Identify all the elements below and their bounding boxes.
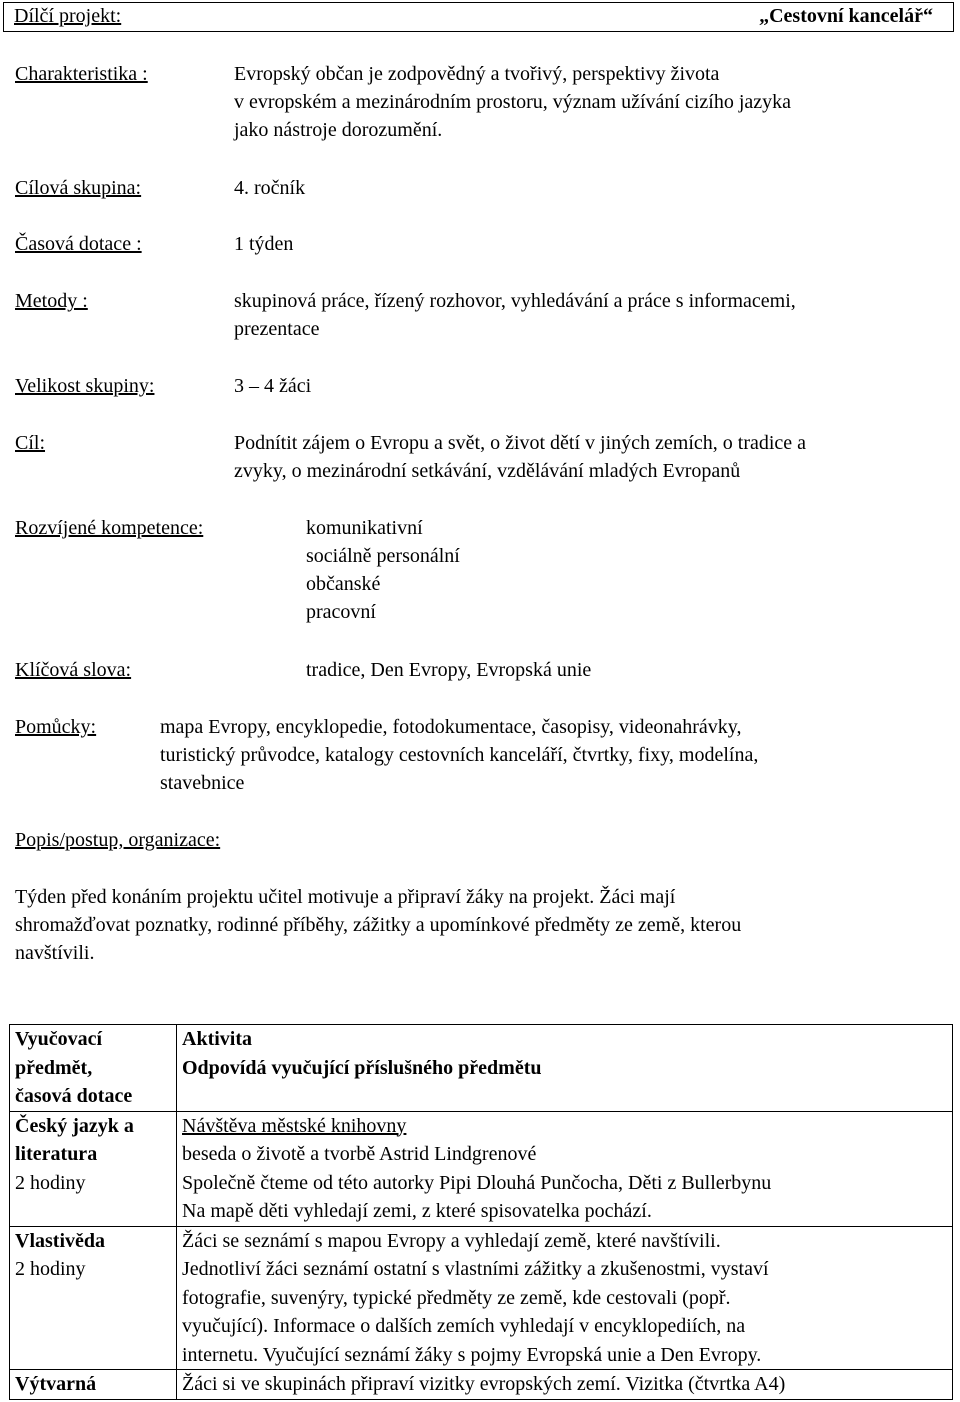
activity-line: Návštěva městské knihovny <box>182 1114 407 1137</box>
project-label: Dílčí projekt: <box>14 5 122 27</box>
kompetence-item: sociálně personální <box>306 545 460 567</box>
kompetence-label: Rozvíjené kompetence: <box>15 517 204 539</box>
cilova-skupina-value: 4. ročník <box>234 177 306 199</box>
subject-name: Vlastivěda <box>15 1229 105 1252</box>
kompetence-item: pracovní <box>306 601 376 623</box>
popis-line: shromažďovat poznatky, rodinné příběhy, zážitky a upomínkové předměty ze země, kterou <box>15 914 742 936</box>
cil-value <box>234 429 806 485</box>
kompetence-list <box>306 514 460 626</box>
metody-line: skupinová práce, řízený rozhovor, vyhledávání a práce s informacemi, <box>234 290 796 312</box>
table-row <box>10 1111 953 1226</box>
metody-line: prezentace <box>234 318 320 340</box>
subject-name: Výtvarná <box>15 1373 97 1395</box>
activity-cell <box>177 1370 953 1400</box>
subject-cell <box>10 1111 177 1226</box>
velikost-skupiny-label: Velikost skupiny: <box>15 375 155 397</box>
table-header-row <box>10 1025 953 1112</box>
casova-dotace-value: 1 týden <box>234 233 294 255</box>
metody-label: Metody : <box>15 290 88 312</box>
activity-line: fotografie, suvenýry, typické předměty ze země, kde cestovali (popř. <box>182 1286 731 1309</box>
subject-header-line: Vyučovací <box>15 1028 103 1050</box>
charakteristika-label: Charakteristika : <box>15 63 148 85</box>
activity-line: Žáci si ve skupinách připraví vizitky evropských zemí. Vizitka (čtvrtka A4) <box>182 1373 786 1395</box>
popis-label: Popis/postup, organizace: <box>15 829 221 851</box>
activity-header-subtitle: Odpovídá vyučující příslušného předmětu <box>182 1056 542 1079</box>
activity-line: Jednotliví žáci seznámí ostatní s vlastními zážitky a zkušenostmi, vystaví <box>182 1258 769 1280</box>
activity-line: Na mapě děti vyhledají zemi, z které spisovatelka pochází. <box>182 1200 652 1222</box>
project-header <box>3 2 954 32</box>
project-title: „Cestovní kancelář“ <box>759 5 933 27</box>
table-row <box>10 1226 953 1370</box>
activity-line: Společně čteme od této autorky Pipi Dlouhá Punčocha, Děti z Bullerbynu <box>182 1171 772 1194</box>
activity-table <box>9 1024 953 1400</box>
charakteristika-line: v evropském a mezinárodním prostoru, význam užívání cizího jazyka <box>234 91 792 113</box>
cil-line: Podnítit zájem o Evropu a svět, o život dětí v jiných zemích, o tradice a <box>234 432 807 454</box>
subject-header-line: časová dotace <box>15 1085 133 1107</box>
velikost-skupiny-value: 3 – 4 žáci <box>234 375 312 397</box>
charakteristika-line: Evropský občan je zodpovědný a tvořivý, perspektivy života <box>234 63 720 85</box>
popis-line: Týden před konáním projektu učitel motivuje a připraví žáky na projekt. Žáci mají <box>15 886 676 908</box>
activity-cell <box>177 1226 953 1370</box>
subject-hours: 2 hodiny <box>15 1171 86 1194</box>
activity-header-title: Aktivita <box>182 1028 252 1050</box>
pomucky-line: stavebnice <box>160 772 245 794</box>
cilova-skupina-label: Cílová skupina: <box>15 177 142 199</box>
activity-cell <box>177 1111 953 1226</box>
klicova-slova-value: tradice, Den Evropy, Evropská unie <box>306 659 592 681</box>
activity-line: vyučující). Informace o dalších zemích vyhledají v encyklopediích, na <box>182 1315 746 1337</box>
cil-line: zvyky, o mezinárodní setkávání, vzdělávání mladých Evropanů <box>234 460 741 482</box>
subject-hours: 2 hodiny <box>15 1258 86 1280</box>
popis-paragraph <box>15 883 741 967</box>
table-row <box>10 1370 953 1400</box>
klicova-slova-label: Klíčová slova: <box>15 659 132 681</box>
pomucky-line: mapa Evropy, encyklopedie, fotodokumentace, časopisy, videonahrávky, <box>160 716 742 738</box>
subject-header-line: předmět, <box>15 1056 93 1079</box>
cil-label: Cíl: <box>15 432 46 454</box>
kompetence-item: občanské <box>306 573 381 595</box>
subject-cell <box>10 1370 177 1400</box>
subject-cell <box>10 1226 177 1370</box>
subject-name: Český jazyk a <box>15 1114 134 1137</box>
casova-dotace-label: Časová dotace : <box>15 233 142 255</box>
subject-header-cell <box>10 1025 177 1112</box>
activity-header-cell <box>177 1025 953 1112</box>
activity-line: Žáci se seznámí s mapou Evropy a vyhledají země, které navštívili. <box>182 1229 721 1252</box>
metody-value <box>234 287 796 343</box>
activity-line: beseda o životě a tvorbě Astrid Lindgrenové <box>182 1143 537 1165</box>
kompetence-item: komunikativní <box>306 517 423 539</box>
pomucky-value <box>160 713 758 797</box>
popis-line: navštívili. <box>15 942 95 964</box>
charakteristika-value <box>234 60 791 144</box>
pomucky-label: Pomůcky: <box>15 716 97 738</box>
charakteristika-line: jako nástroje dorozumění. <box>234 119 443 141</box>
activity-line: internetu. Vyučující seznámí žáky s pojmy Evropská unie a Den Evropy. <box>182 1343 762 1366</box>
pomucky-line: turistický průvodce, katalogy cestovních kanceláří, čtvrtky, fixy, modelína, <box>160 744 759 766</box>
subject-name: literatura <box>15 1143 98 1165</box>
